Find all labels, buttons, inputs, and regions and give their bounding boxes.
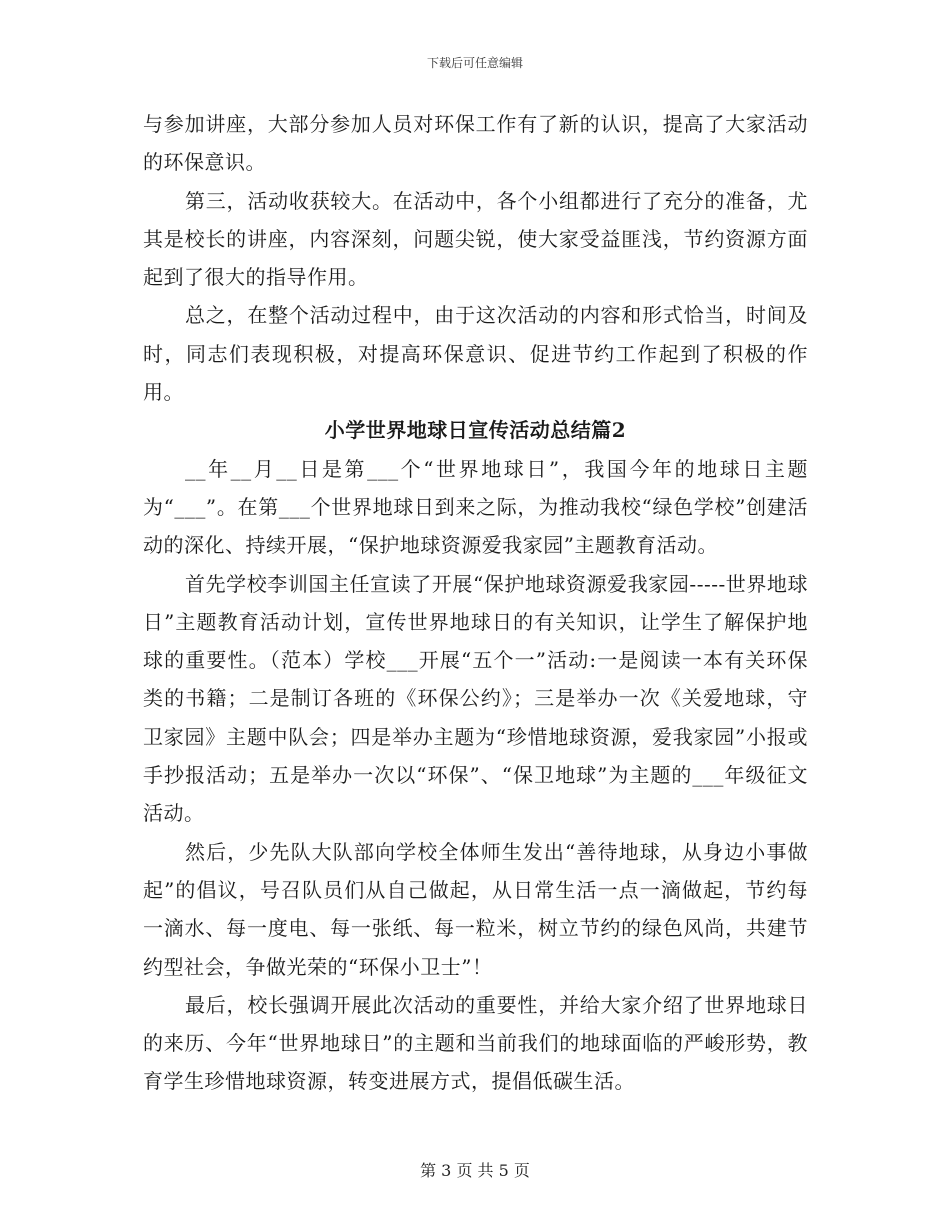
paragraph-third-point: 第三，活动收获较大。在活动中，各个小组都进行了充分的准备，尤其是校长的讲座，内容深刻，问题尖锐，使大家受益匪浅，节约资源方面起到了很大的指导作用。 [143,188,808,290]
paragraph-continuation: 与参加讲座，大部分参加人员对环保工作有了新的认识，提高了大家活动的环保意识。 [143,112,808,175]
paragraph-then: 然后，少先队大队部向学校全体师生发出“善待地球，从身边小事做起”的倡议，号召队员们从自己做起，从日常生活一点一滴做起，节约每一滴水、每一度电、每一张纸、每一粒米，树立节约的绿色风尚，共建节约型社会，争做光荣的“环保小卫士”！ [143,839,808,979]
paragraph-finally: 最后，校长强调开展此次活动的重要性，并给大家介绍了世界地球日的来历、今年“世界地球日”的主题和当前我们的地球面临的严峻形势，教育学生珍惜地球资源，转变进展方式，提倡低碳生活。 [143,992,808,1094]
page-footer: 第 3 页 共 5 页 [420,1161,530,1180]
document-body [143,105,808,1101]
paragraph-intro: __年__月__日是第___个“世界地球日”，我国今年的地球日主题为“___”。在第___个世界地球日到来之际，为推动我校“绿色学校”创建活动的深化、持续开展，“保护地球资源爱我家园”主题教育活动。 [143,456,808,558]
page-header: 下载后可任意编辑 [426,56,523,70]
paragraph-conclusion: 总之，在整个活动过程中，由于这次活动的内容和形式恰当，时间及时，同志们表现积极，对提高环保意识、促进节约工作起到了积极的作用。 [143,303,808,405]
paragraph-first: 首先学校李训国主任宣读了开展“保护地球资源爱我家园-----世界地球日”主题教育活动计划，宣传世界地球日的有关知识，让学生了解保护地球的重要性。（范本）学校___开展“五个一”活动:一是阅读一本有关环保类的书籍；二是制订各班的《环保公约》；三是举办一次《关爱地球，守卫家园》主题中队会；四是举办主题为“珍惜地球资源，爱我家园”小报或手抄报活动；五是举办一次以“环保”、“保卫地球”为主题的___年级征文活动。 [143,571,808,826]
section-title: 小学世界地球日宣传活动总结篇2 [324,418,627,443]
